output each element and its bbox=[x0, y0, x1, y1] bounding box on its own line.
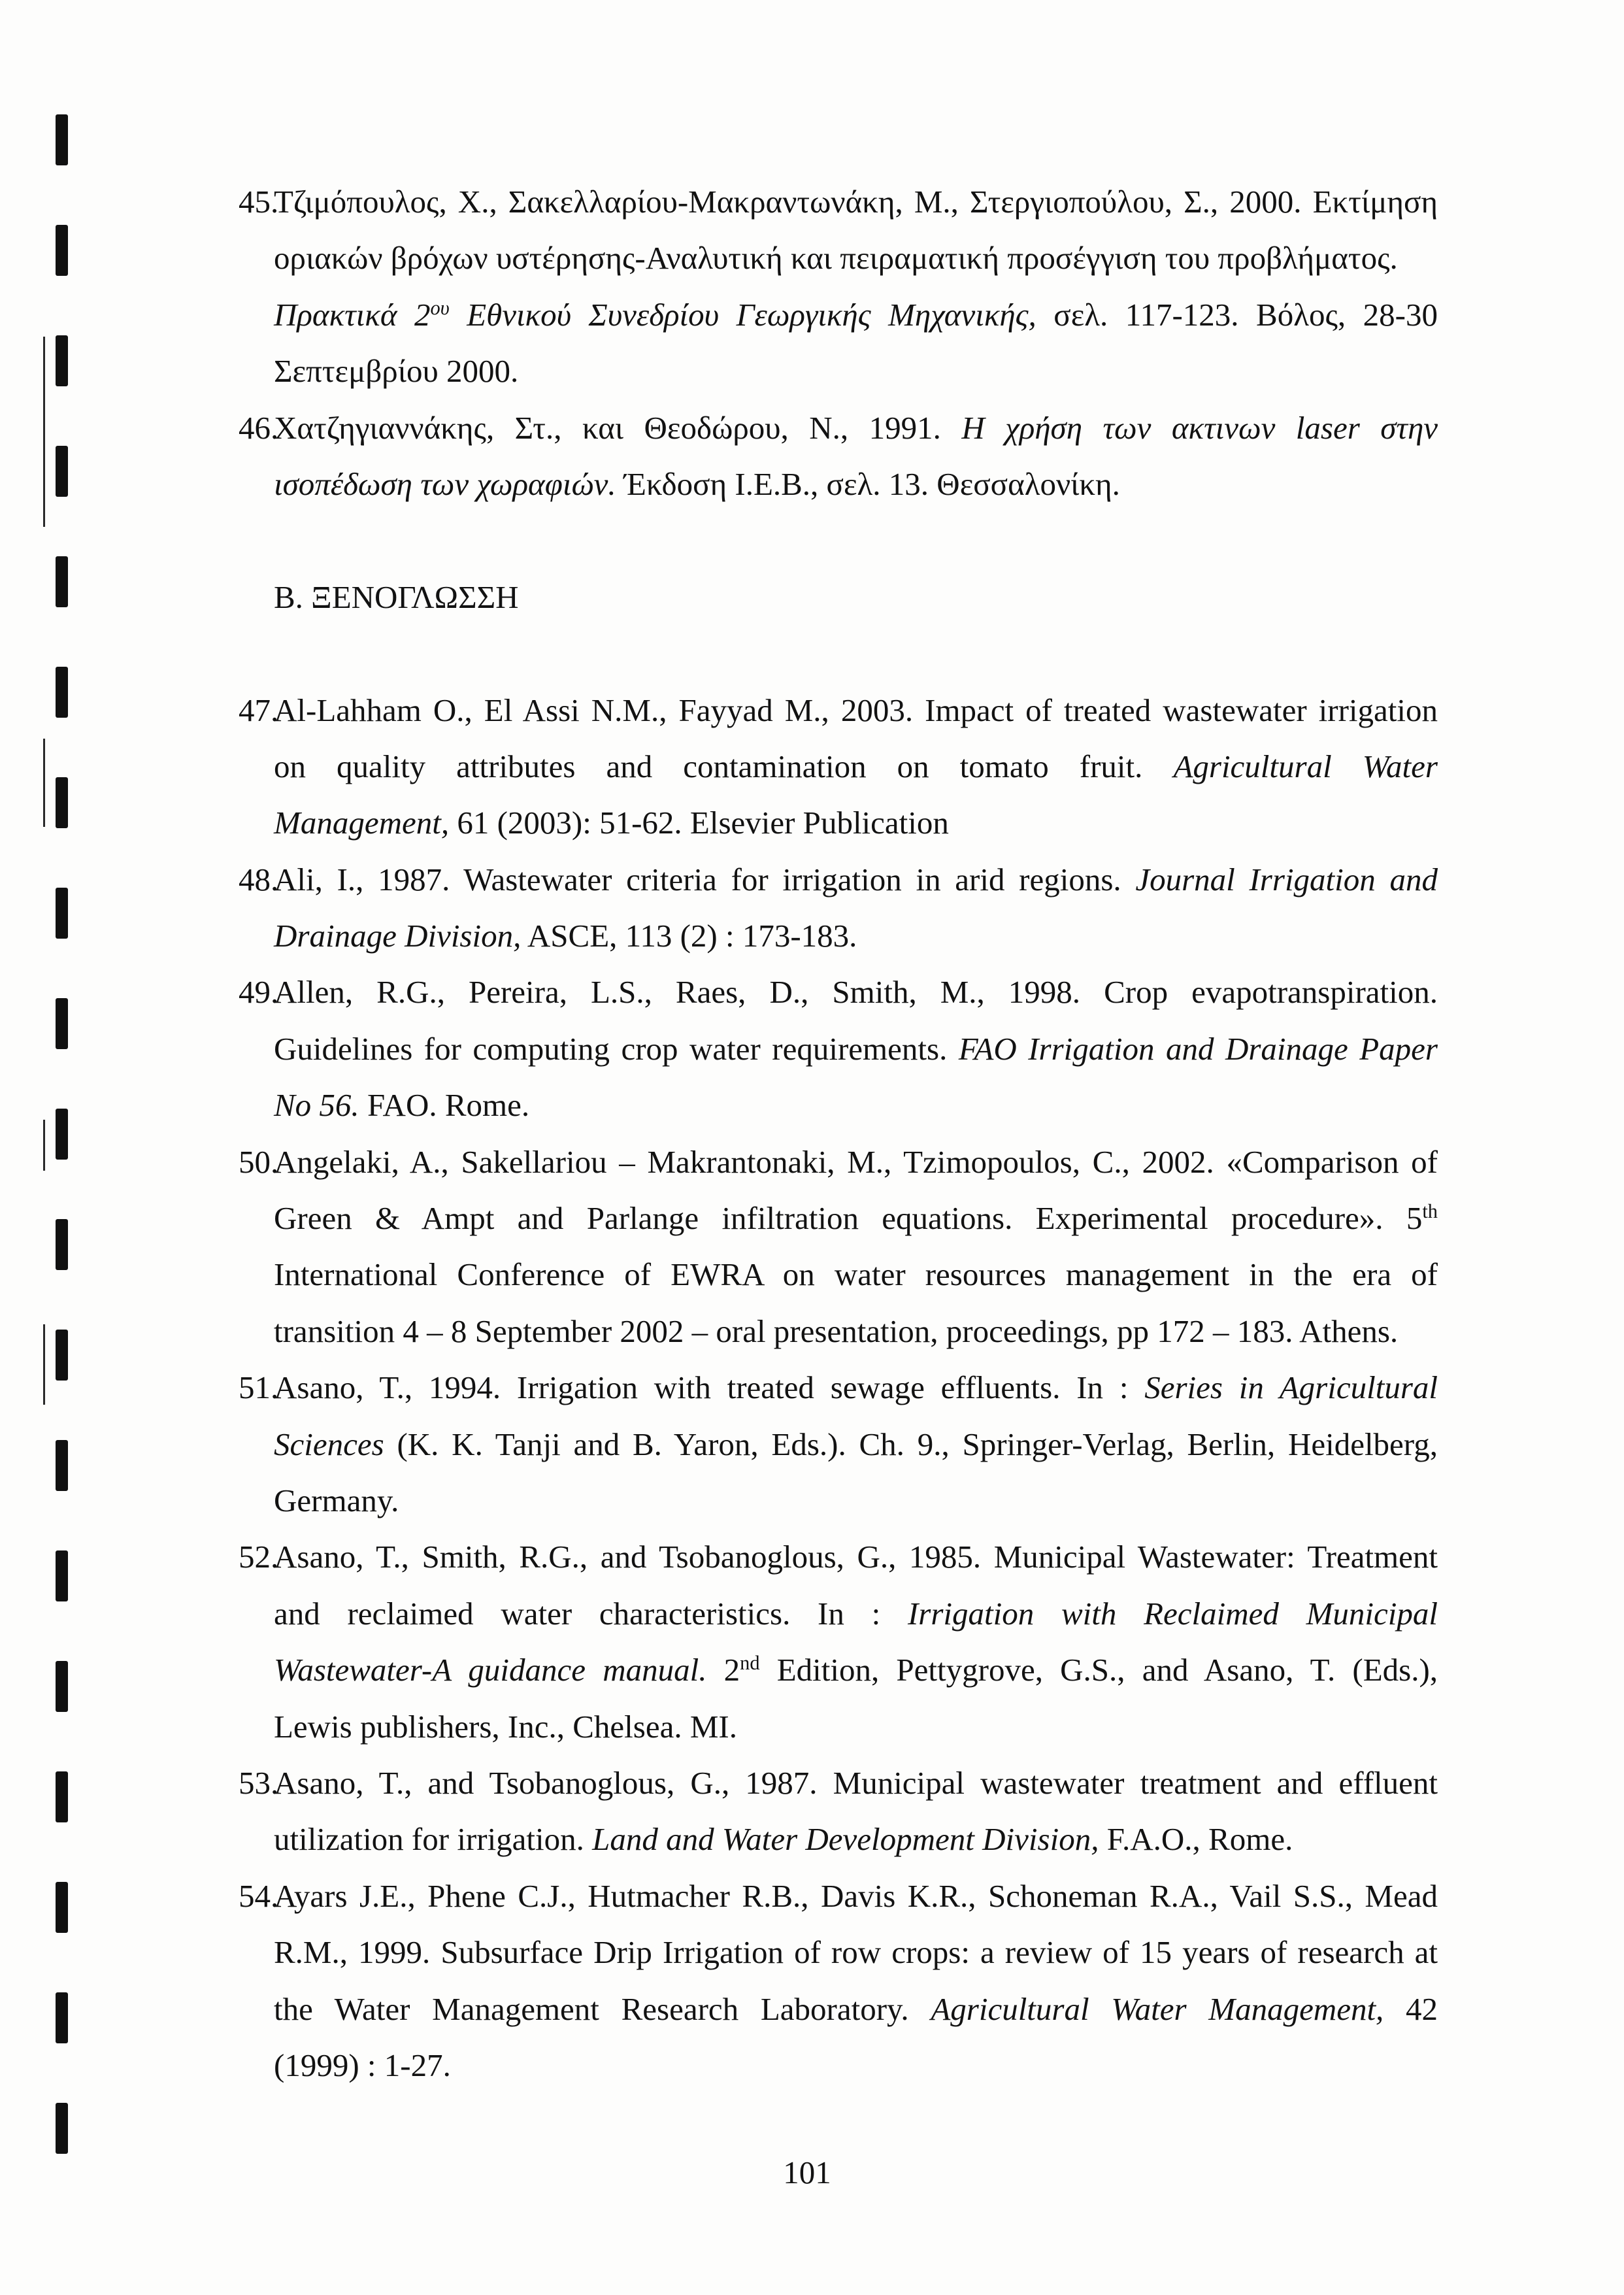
ordinal-superscript: th bbox=[1422, 1200, 1438, 1223]
reference-text: utilization for irrigation. bbox=[274, 1821, 593, 1858]
reference-text: ASCE, 113 (2) : 173-183. bbox=[521, 918, 857, 954]
page-number: 101 bbox=[783, 2154, 831, 2190]
section-heading: Β. ΞΕΝΟΓΛΩΣΣΗ bbox=[274, 578, 519, 615]
reference-text: F.A.O., Rome. bbox=[1099, 1821, 1293, 1858]
reference-text: Ali, I., 1987. Wastewater criteria for irrigation in arid regions. bbox=[274, 861, 1136, 897]
reference-source-italic: Wastewater-A guidance manual. bbox=[274, 1652, 707, 1688]
reference-line bbox=[274, 230, 1438, 286]
binding-hole-mark bbox=[56, 1661, 68, 1712]
reference-line bbox=[274, 1755, 1438, 1811]
reference-text: and reclaimed water characteristics. In : bbox=[274, 1595, 908, 1632]
binding-hole-mark bbox=[56, 556, 68, 607]
reference-item-48 bbox=[239, 852, 1438, 965]
ordinal-superscript: nd bbox=[740, 1652, 760, 1675]
reference-text: International Conference of EWRA on water resources management in the era of bbox=[274, 1256, 1438, 1293]
binding-hole-mark bbox=[56, 2103, 68, 2154]
binding-hole-mark bbox=[56, 667, 68, 718]
reference-text: FAO. Rome. bbox=[359, 1087, 530, 1124]
binding-hole-mark bbox=[56, 1992, 68, 2043]
reference-line bbox=[274, 1924, 1438, 1981]
reference-line bbox=[274, 456, 1438, 512]
binding-hole-mark bbox=[56, 1219, 68, 1270]
reference-text: Al-Lahham O., El Assi N.M., Fayyad M., 2003. Impact of treated wastewater irrigation bbox=[274, 692, 1438, 728]
reference-source-italic: Sciences bbox=[274, 1426, 384, 1462]
scan-edge-line bbox=[43, 1120, 45, 1171]
reference-line bbox=[274, 1529, 1438, 1585]
reference-source-italic: Agricultural Water Management, bbox=[931, 1990, 1384, 2027]
reference-line bbox=[274, 682, 1438, 739]
reference-source-italic: No 56. bbox=[274, 1087, 359, 1124]
reference-number: 45. bbox=[239, 184, 279, 220]
reference-line bbox=[274, 1473, 1438, 1529]
reference-item-47 bbox=[239, 682, 1438, 852]
reference-source-italic: FAO Irrigation and Drainage Paper bbox=[958, 1030, 1438, 1067]
reference-number: 48. bbox=[239, 861, 279, 897]
binding-hole-mark bbox=[56, 888, 68, 939]
reference-item-54 bbox=[239, 1868, 1438, 2094]
reference-text: 42 bbox=[1384, 1990, 1438, 2027]
reference-line bbox=[274, 1868, 1438, 1924]
scan-edge-line bbox=[43, 739, 45, 827]
scan-edge-line bbox=[43, 1324, 45, 1405]
reference-item-52 bbox=[239, 1529, 1438, 1755]
binding-hole-mark bbox=[56, 1109, 68, 1160]
reference-source-italic: Πρακτικά 2 bbox=[274, 296, 431, 333]
reference-line bbox=[274, 174, 1438, 230]
binding-hole-mark bbox=[56, 777, 68, 828]
reference-text: σελ. 117-123. Βόλος, 28-30 bbox=[1036, 296, 1438, 333]
reference-number: 51. bbox=[239, 1369, 279, 1406]
ordinal-superscript: ου bbox=[430, 297, 450, 320]
reference-number: 50. bbox=[239, 1143, 279, 1180]
reference-text: Edition, Pettygrove, G.S., and Asano, T. (Eds.), bbox=[759, 1652, 1438, 1688]
reference-source-italic: Agricultural Water bbox=[1173, 748, 1438, 784]
reference-line bbox=[274, 1642, 1438, 1698]
reference-text: on quality attributes and contamination on tomato fruit. bbox=[274, 748, 1174, 784]
reference-line bbox=[274, 1699, 1438, 1755]
reference-line bbox=[274, 343, 1438, 399]
reference-line bbox=[274, 1416, 1438, 1473]
reference-text: Lewis publishers, Inc., Chelsea. MI. bbox=[274, 1708, 737, 1745]
reference-line bbox=[274, 1077, 1438, 1133]
reference-source-italic: Land and Water Development Division, bbox=[592, 1821, 1099, 1858]
reference-text: Asano, T., and Tsobanoglous, G., 1987. Municipal wastewater treatment and effluent bbox=[274, 1764, 1438, 1801]
reference-text: the Water Management Research Laboratory. bbox=[274, 1990, 931, 2027]
reference-text: Guidelines for computing crop water requirements. bbox=[274, 1030, 959, 1067]
reference-source-italic: Series in Agricultural bbox=[1144, 1369, 1438, 1406]
binding-hole-mark bbox=[56, 335, 68, 386]
reference-line bbox=[274, 1021, 1438, 1077]
reference-item-53 bbox=[239, 1755, 1438, 1868]
reference-text: Τζιμόπουλος, Χ., Σακελλαρίου-Μακραντωνάκη, Μ., Στεργιοπούλου, Σ., 2000. Εκτίμηση bbox=[274, 184, 1438, 220]
reference-source-italic: Irrigation with Reclaimed Municipal bbox=[907, 1595, 1438, 1632]
reference-line bbox=[274, 1190, 1438, 1247]
binding-hole-mark bbox=[56, 1882, 68, 1933]
reference-title-italic: ισοπέδωση των χωραφιών. bbox=[274, 465, 616, 502]
reference-number: 49. bbox=[239, 974, 279, 1011]
reference-text: Green & Ampt and Parlange infiltration equations. Experimental procedure». 5 bbox=[274, 1200, 1423, 1237]
reference-text: (1999) : 1-27. bbox=[274, 2047, 451, 2083]
reference-number: 46. bbox=[239, 409, 279, 446]
binding-hole-mark bbox=[56, 1440, 68, 1491]
blank-line bbox=[274, 512, 1438, 569]
reference-text: 61 (2003): 51-62. Elsevier Publication bbox=[449, 805, 949, 841]
reference-source-italic: Journal Irrigation and bbox=[1135, 861, 1438, 897]
reference-text: Allen, R.G., Pereira, L.S., Raes, D., Smith, M., 1998. Crop evapotranspiration. bbox=[274, 974, 1438, 1011]
reference-source-italic: Εθνικού Συνεδρίου Γεωργικής Μηχανικής, bbox=[449, 296, 1036, 333]
reference-source-italic: Drainage Division, bbox=[274, 918, 522, 954]
binding-hole-mark bbox=[56, 225, 68, 276]
reference-number: 54. bbox=[239, 1877, 279, 1914]
reference-source-italic: Management, bbox=[274, 805, 450, 841]
scan-edge-line bbox=[43, 337, 45, 527]
reference-text: Asano, T., Smith, R.G., and Tsobanoglous, G., 1985. Municipal Wastewater: Treatment bbox=[274, 1539, 1438, 1575]
reference-line bbox=[274, 852, 1438, 908]
reference-number: 53. bbox=[239, 1764, 279, 1801]
reference-line bbox=[274, 1303, 1438, 1360]
reference-line bbox=[274, 287, 1438, 343]
reference-line bbox=[274, 1981, 1438, 2037]
reference-text: R.M., 1999. Subsurface Drip Irrigation of row crops: a review of 15 years of research at bbox=[274, 1934, 1438, 1971]
reference-item-45 bbox=[239, 174, 1438, 400]
binding-hole-mark bbox=[56, 998, 68, 1049]
binding-hole-mark bbox=[56, 1771, 68, 1822]
reference-text: Ayars J.E., Phene C.J., Hutmacher R.B., Davis K.R., Schoneman R.A., Vail S.S., Mead bbox=[274, 1877, 1438, 1914]
reference-list bbox=[239, 174, 1438, 2094]
reference-line bbox=[274, 1811, 1438, 1868]
reference-line bbox=[274, 1360, 1438, 1416]
binding-hole-mark bbox=[56, 1330, 68, 1381]
reference-number: 47. bbox=[239, 692, 279, 728]
reference-text: Germany. bbox=[274, 1482, 399, 1518]
reference-text: οριακών βρόχων υστέρησης-Αναλυτική και πειραματική προσέγγιση του προβλήματος. bbox=[274, 240, 1398, 276]
binding-hole-mark bbox=[56, 114, 68, 165]
reference-line bbox=[274, 964, 1438, 1020]
reference-text: Asano, T., 1994. Irrigation with treated sewage effluents. In : bbox=[274, 1369, 1145, 1406]
reference-line bbox=[274, 1586, 1438, 1642]
reference-item-51 bbox=[239, 1360, 1438, 1529]
reference-line bbox=[274, 1247, 1438, 1303]
reference-text: transition 4 – 8 September 2002 – oral presentation, proceedings, pp 172 – 183. Athens. bbox=[274, 1313, 1399, 1349]
reference-line bbox=[274, 908, 1438, 964]
reference-item-46 bbox=[239, 400, 1438, 513]
reference-text: (K. K. Tanji and B. Yaron, Eds.). Ch. 9., Springer-Verlag, Berlin, Heidelberg, bbox=[384, 1426, 1438, 1462]
reference-text: Σεπτεμβρίου 2000. bbox=[274, 353, 519, 390]
reference-title-italic: Η χρήση των ακτινων laser στην bbox=[961, 409, 1438, 446]
reference-line bbox=[274, 739, 1438, 795]
reference-text: Χατζηγιαννάκης, Στ., και Θεοδώρου, Ν., 1991. bbox=[274, 409, 962, 446]
binding-hole-mark bbox=[56, 446, 68, 497]
reference-line bbox=[274, 2037, 1438, 2094]
reference-text: Έκδοση Ι.Ε.Β., σελ. 13. Θεσσαλονίκη. bbox=[616, 465, 1120, 502]
reference-text: 2 bbox=[706, 1652, 740, 1688]
reference-item-50 bbox=[239, 1134, 1438, 1360]
binding-hole-mark bbox=[56, 1550, 68, 1601]
reference-text: Angelaki, A., Sakellariou – Makrantonaki, M., Tzimopoulos, C., 2002. «Comparison of bbox=[274, 1143, 1438, 1180]
reference-line bbox=[274, 400, 1438, 456]
reference-number: 52. bbox=[239, 1539, 279, 1575]
reference-line bbox=[274, 795, 1438, 851]
reference-item-49 bbox=[239, 964, 1438, 1133]
reference-line bbox=[274, 1134, 1438, 1190]
blank-line bbox=[274, 626, 1438, 682]
